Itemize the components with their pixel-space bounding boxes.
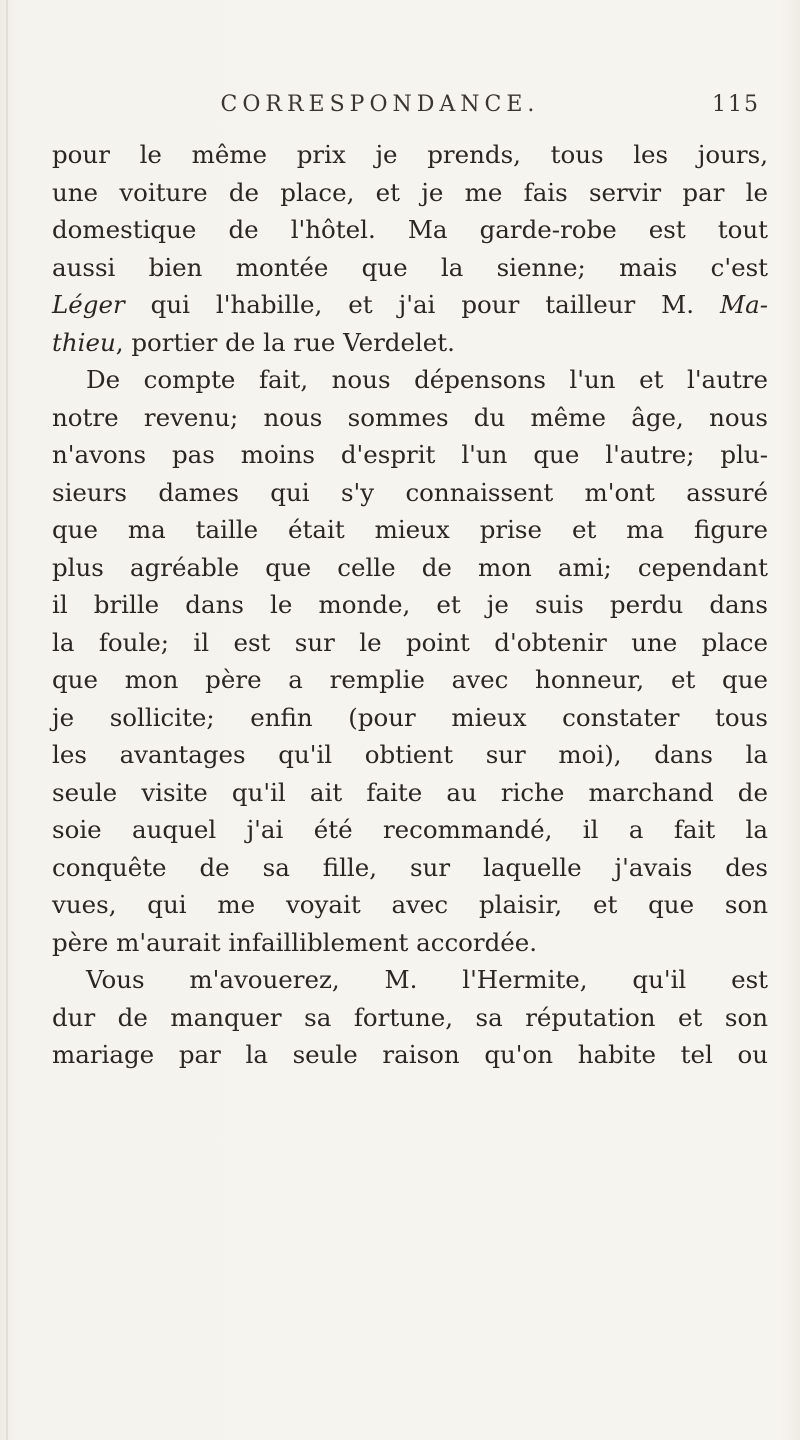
text-line: les avantages qu'il obtient sur moi), dans la <box>52 740 768 769</box>
text-run: , portier de la rue Verdelet. <box>115 327 455 357</box>
text-line: notre revenu; nous sommes du même âge, nous <box>52 402 768 432</box>
page-number: 115 <box>712 92 760 117</box>
text-line: domestique de l'hôtel. Ma garde-robe est tout <box>52 215 768 244</box>
text-line: que mon père a remplie avec honneur, et que <box>52 665 768 694</box>
text-line: soie auquel j'ai été recommandé, il a fait la <box>52 815 768 844</box>
text-line: aussi bien montée que la sienne; mais c'est <box>52 252 768 282</box>
text-line: sieurs dames qui s'y connaissent m'ont assuré <box>52 477 768 507</box>
text-line: De compte fait, nous dépensons l'un et l'autre <box>86 365 768 394</box>
running-head <box>0 92 800 132</box>
body-text <box>52 136 768 1074</box>
text-line: Vous m'avouerez, M. l'Hermite, qu'il est <box>86 965 768 994</box>
text-line: dur de manquer sa fortune, sa réputation et son <box>52 1002 768 1032</box>
text-line: seule visite qu'il ait faite au riche marchand de <box>52 777 768 807</box>
text-line: je sollicite; enfin (pour mieux constater tous <box>52 702 768 732</box>
text-run: qui l'habille, et j'ai pour tailleur M. <box>124 290 721 319</box>
text-line: plus agréable que celle de mon ami; cependant <box>52 552 768 582</box>
italic-name: Léger <box>52 290 125 319</box>
running-title: CORRESPONDANCE. <box>220 92 540 117</box>
text-line: la foule; il est sur le point d'obtenir une place <box>52 627 768 657</box>
italic-name: thieu <box>52 327 116 357</box>
text-line: vues, qui me voyait avec plaisir, et que son <box>52 890 768 919</box>
text-line: pour le même prix je prends, tous les jours, <box>52 140 768 169</box>
text-line: une voiture de place, et je me fais servir par le <box>52 177 768 207</box>
text-line <box>52 324 768 362</box>
text-line: il brille dans le monde, et je suis perdu dans <box>52 590 768 619</box>
text-line: n'avons pas moins d'esprit l'un que l'autre; plu- <box>52 440 768 469</box>
text-line: conquête de sa fille, sur laquelle j'avais des <box>52 852 768 882</box>
italic-name: Ma- <box>720 290 768 319</box>
text-line: père m'aurait infailliblement accordée. <box>52 927 538 957</box>
page-gutter <box>6 0 8 1440</box>
text-line <box>52 286 768 324</box>
text-line: que ma taille était mieux prise et ma figure <box>52 515 768 544</box>
text-line: mariage par la seule raison qu'on habite tel ou <box>52 1040 768 1069</box>
